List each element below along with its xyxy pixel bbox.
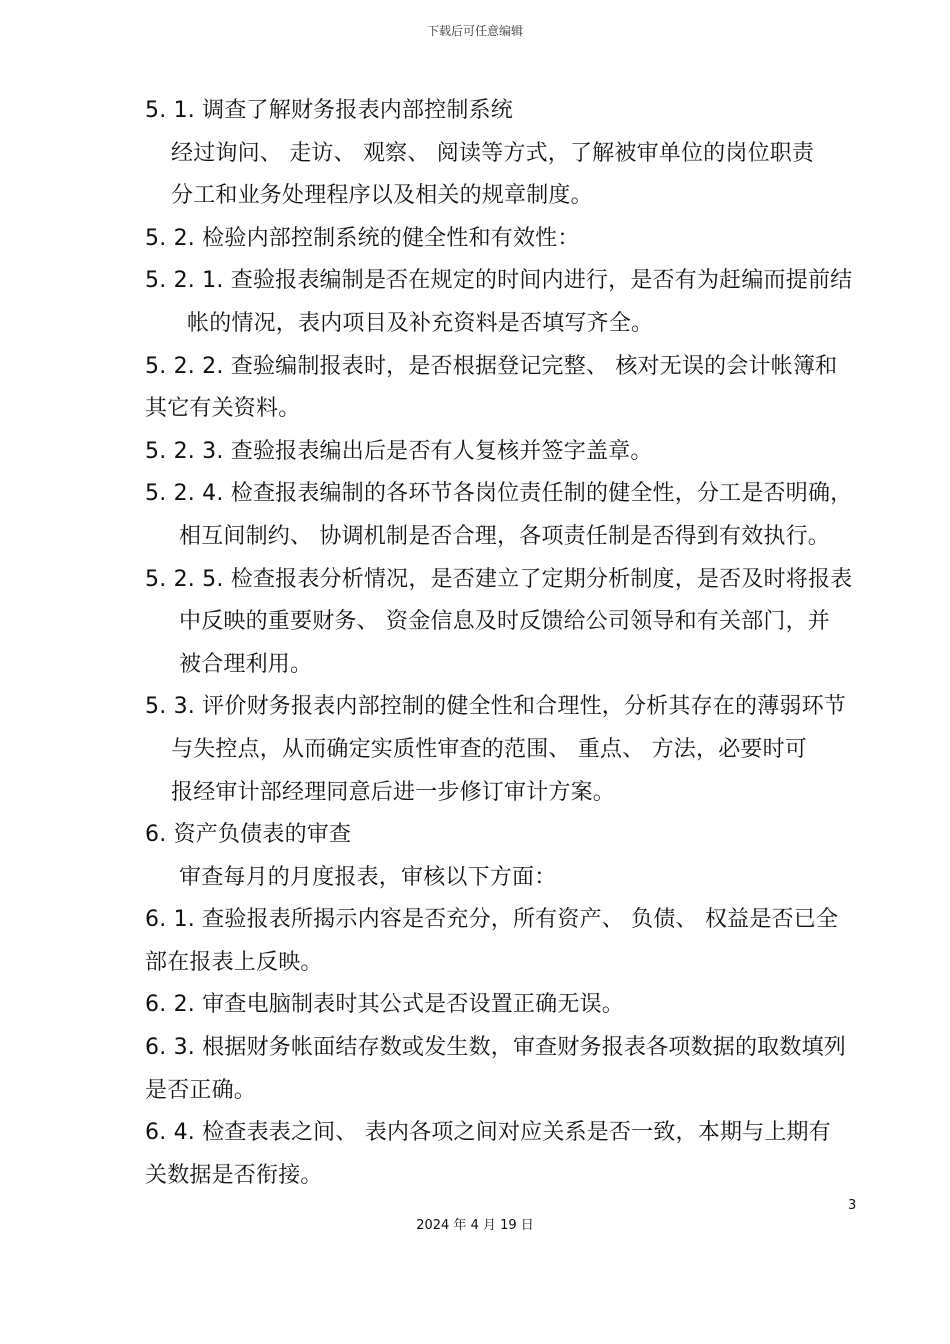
item-5-2-2: 5. 2. 2. 查验编制报表时，是否根据登记完整、 核对无误的会计帐簿和 <box>145 353 838 379</box>
item-continuation: 帐的情况，表内项目及补充资料是否填写齐全。 <box>187 310 654 336</box>
section-heading-6: 6. 资产负债表的审查 <box>145 822 352 848</box>
footer-date: 2024 年 4 月 19 日 <box>416 1218 534 1233</box>
item-continuation: 其它有关资料。 <box>145 396 301 422</box>
paragraph-line: 经过询问、 走访、 观察、 阅读等方式，了解被审单位的岗位职责 <box>171 140 815 166</box>
paragraph-line: 分工和业务处理程序以及相关的规章制度。 <box>171 183 593 209</box>
item-continuation: 报经审计部经理同意后进一步修订审计方案。 <box>171 779 616 805</box>
document-body <box>145 90 865 1197</box>
item-continuation: 相互间制约、 协调机制是否合理，各项责任制是否得到有效执行。 <box>179 523 830 549</box>
item-continuation: 是否正确。 <box>145 1077 257 1103</box>
item-6-3: 6. 3. 根据财务帐面结存数或发生数，审查财务报表各项数据的取数填列 <box>145 1035 846 1061</box>
item-continuation: 中反映的重要财务、 资金信息及时反馈给公司领导和有关部门，并 <box>179 609 830 635</box>
item-continuation: 被合理利用。 <box>179 651 313 677</box>
item-6-2: 6. 2. 审查电脑制表时其公式是否设置正确无误。 <box>145 992 624 1018</box>
section-heading-5-2: 5. 2. 检验内部控制系统的健全性和有效性： <box>145 225 580 251</box>
item-5-2-1: 5. 2. 1. 查验报表编制是否在规定的时间内进行，是否有为赶编而提前结 <box>145 268 853 294</box>
item-continuation: 与失控点，从而确定实质性审查的范围、 重点、 方法，必要时可 <box>171 736 807 762</box>
item-6-1: 6. 1. 查验报表所揭示内容是否充分，所有资产、 负债、 权益是否已全 <box>145 907 839 933</box>
item-5-2-4: 5. 2. 4. 检查报表编制的各环节各岗位责任制的健全性，分工是否明确， <box>145 481 853 507</box>
paragraph-line: 审查每月的月度报表，审核以下方面： <box>179 864 557 890</box>
section-heading-5-1: 5. 1. 调查了解财务报表内部控制系统 <box>145 98 513 123</box>
item-continuation: 部在报表上反映。 <box>145 949 323 975</box>
item-5-2-3: 5. 2. 3. 查验报表编出后是否有人复核并签字盖章。 <box>145 438 653 464</box>
section-heading-5-3: 5. 3. 评价财务报表内部控制的健全性和合理性，分析其存在的薄弱环节 <box>145 694 846 720</box>
item-5-2-5: 5. 2. 5. 检查报表分析情况，是否建立了定期分析制度，是否及时将报表 <box>145 566 853 592</box>
page-header: 下载后可任意编辑 <box>426 24 523 38</box>
page-number: 3 <box>848 1198 857 1213</box>
item-6-4: 6. 4. 检查表表之间、 表内各项之间对应关系是否一致，本期与上期有 <box>145 1120 831 1146</box>
item-continuation: 关数据是否衔接。 <box>145 1162 323 1188</box>
